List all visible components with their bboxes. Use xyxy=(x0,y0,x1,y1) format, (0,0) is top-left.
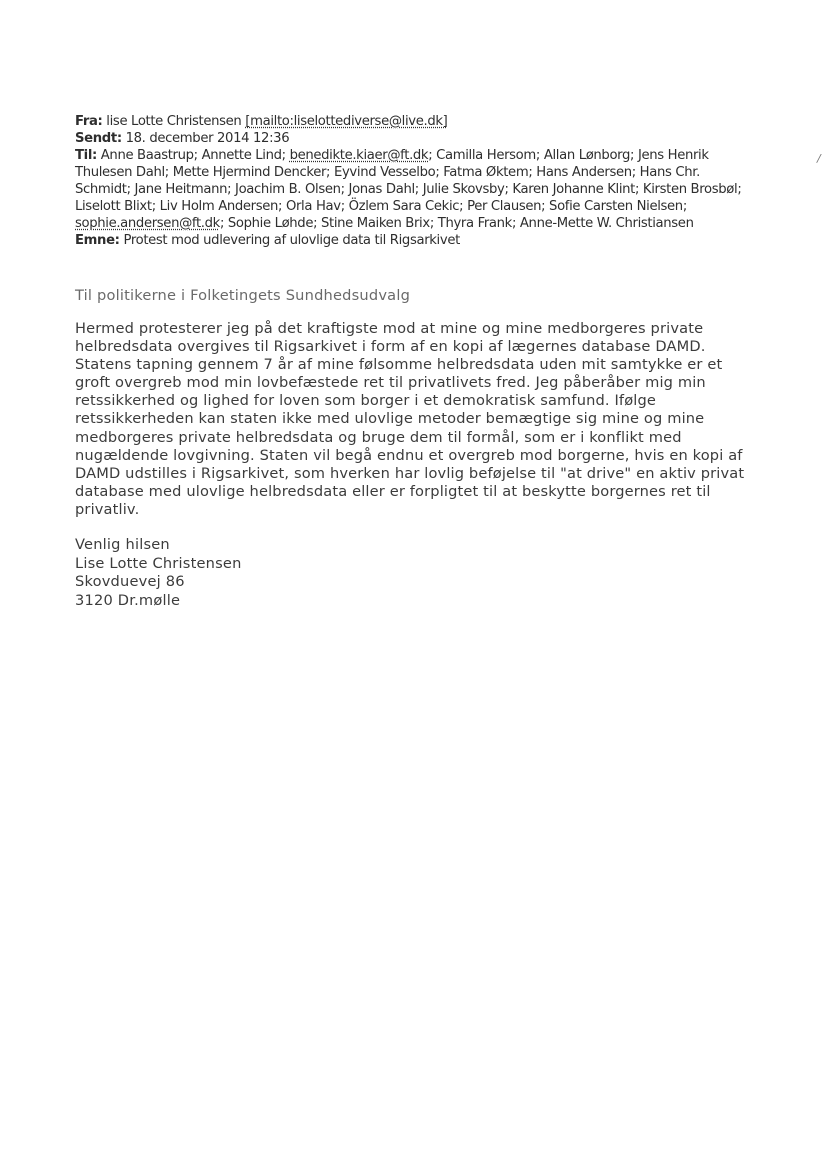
subject-label: Emne: xyxy=(75,233,120,248)
email-header xyxy=(75,113,755,249)
body-line: Hermed protesterer jeg på det kraftigste mod at mine og mine medborgeres private xyxy=(75,320,704,337)
sent-label: Sendt: xyxy=(75,131,122,146)
body-line: DAMD udstilles i Rigsarkivet, som hverken har lovlig beføjelse til "at drive" en aktiv privat xyxy=(75,464,745,482)
subject-value: Protest mod udlevering af ulovlige data til Rigsarkivet xyxy=(123,233,460,248)
body-line: nugældende lovgivning. Staten vil begå endnu et overgreb mod borgerne, hvis en kopi af xyxy=(75,446,743,464)
salutation: Til politikerne i Folketingets Sundhedsudvalg xyxy=(75,287,411,304)
to-recipients-part1: Anne Baastrup; Annette Lind; xyxy=(100,148,286,163)
sender-name: Lise Lotte Christensen xyxy=(75,554,242,572)
body-line: retssikkerhed og lighed for loven som borger i et demokratisk samfund. Ifølge xyxy=(75,392,657,410)
sender-street: Skovduevej 86 xyxy=(75,573,185,590)
to-recipients-line2: Thulesen Dahl; Mette Hjermind Dencker; Eyvind Vesselbo; Fatma Øktem; Hans Andersen; Hans Chr. xyxy=(75,165,700,180)
to-recipients-line4: Liselott Blixt; Liv Holm Andersen; Orla Hav; Özlem Sara Cekic; Per Clausen; Sofie Carsten Nielsen; xyxy=(75,199,687,214)
body-line: medborgeres private helbredsdata og bruge dem til formål, som er i konflikt med xyxy=(75,428,682,446)
body-line: retssikkerheden kan staten ikke med ulovlige metoder bemægtige sig mine og mine xyxy=(75,410,705,428)
sender-city: 3120 Dr.mølle xyxy=(75,591,181,609)
to-label: Til: xyxy=(75,148,97,163)
to-recipients-line3: Schmidt; Jane Heitmann; Joachim B. Olsen; Jonas Dahl; Julie Skovsby; Karen Johanne Klint; Kirsten Brosbøl; xyxy=(75,182,742,197)
body-line: privatliv. xyxy=(75,500,140,518)
from-line xyxy=(75,113,755,130)
to-recipients-line5: ; Sophie Løhde; Stine Maiken Brix; Thyra Frank; Anne-Mette W. Christiansen xyxy=(219,216,694,231)
from-name: lise Lotte Christensen xyxy=(106,114,242,129)
signature-block xyxy=(75,536,242,610)
body-line: Statens tapning gennem 7 år af mine følsomme helbredsdata uden mit samtykke er et xyxy=(75,356,723,374)
margin-mark: / xyxy=(817,152,821,165)
recipient-email-link[interactable]: benedikte.kiaer@ft.dk xyxy=(289,148,429,163)
recipient-email-link[interactable]: sophie.andersen@ft.dk xyxy=(75,216,220,231)
to-line xyxy=(75,147,755,232)
body-line: groft overgreb mod min lovbefæstede ret til privatlivets fred. Jeg påberåber mig min xyxy=(75,374,706,392)
subject-line xyxy=(75,232,755,249)
sent-line xyxy=(75,130,755,147)
from-label: Fra: xyxy=(75,114,103,129)
body-line: helbredsdata overgives til Rigsarkivet i form af en kopi af lægernes database DAMD. xyxy=(75,338,706,356)
from-email-link[interactable]: [mailto:liselottediverse@live.dk] xyxy=(245,114,448,129)
letter-body xyxy=(75,320,745,519)
closing: Venlig hilsen xyxy=(75,536,170,553)
body-line: database med ulovlige helbredsdata eller er forpligtet til at beskytte borgernes ret til xyxy=(75,482,711,500)
to-recipients-part2: ; Camilla Hersom; Allan Lønborg; Jens Henrik xyxy=(428,148,709,163)
sent-value: 18. december 2014 12:36 xyxy=(125,131,290,146)
